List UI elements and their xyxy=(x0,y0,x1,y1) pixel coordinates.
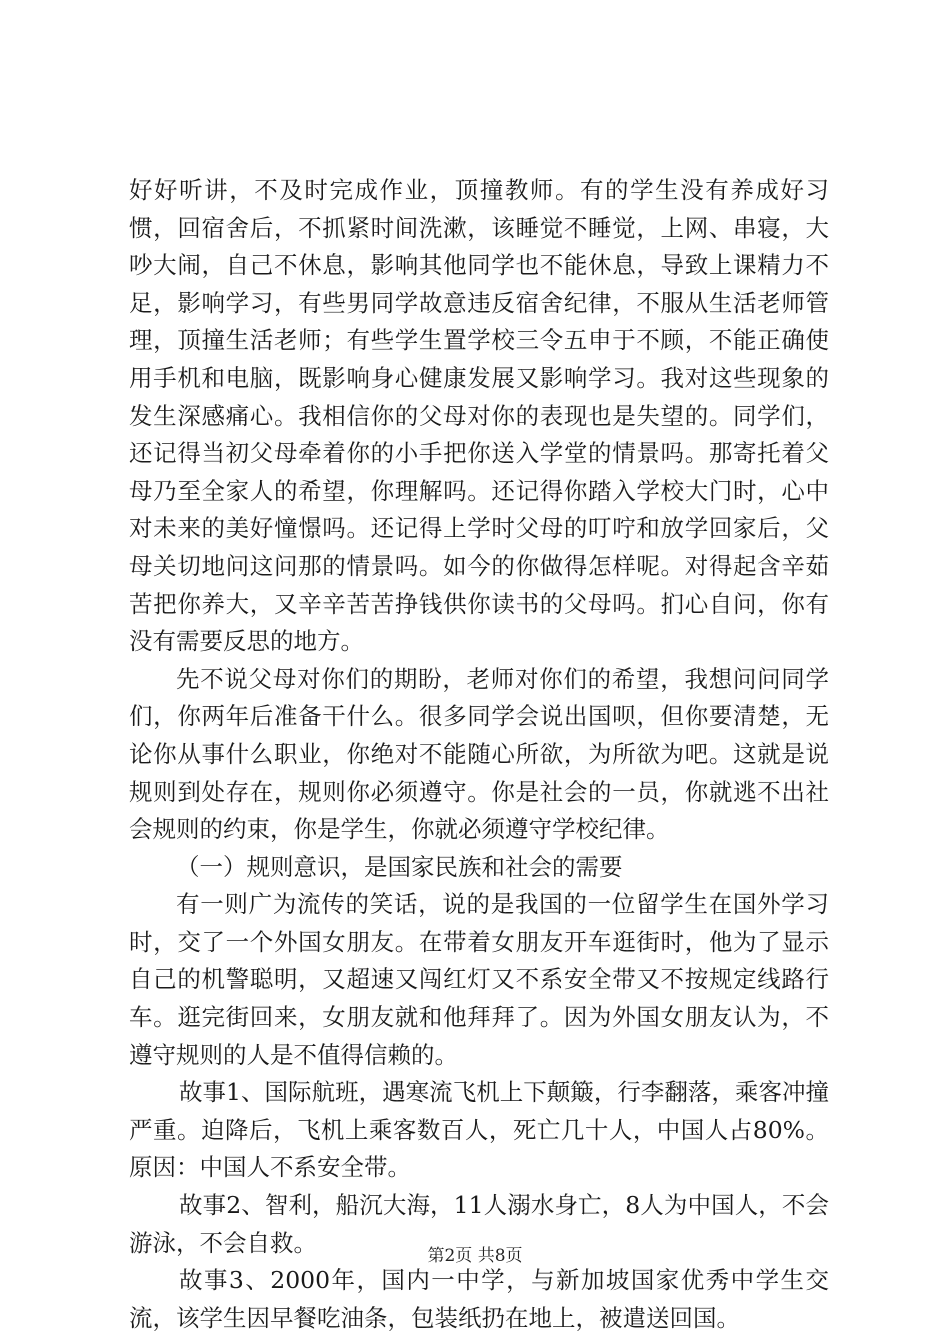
paragraph-story-2: 故事2、智利，船沉大海，11人溺水身亡，8人为中国人，不会游泳，不会自救。 xyxy=(129,1191,829,1257)
page-number-footer: 第2页 共8页 xyxy=(427,1246,523,1266)
paragraph-continued: 好好听讲，不及时完成作业，顶撞教师。有的学生没有养成好习惯，回宿舍后，不抓紧时间洗漱，该睡觉不睡觉，上网、串寝，大吵大闹，自己不休息，影响其他同学也不能休息，导致上课精力不足，影响学习，有些男同学故意违反宿舍纪律，不服从生活老师管理，顶撞生活老师；有些学生置学校三令五申于不顾，不能正确使用手机和电脑，既影响身心健康发展又影响学习。我对这些现象的发生深感痛心。我相信你的父母对你的表现也是失望的。同学们，还记得当初父母牵着你的小手把你送入学堂的情景吗。那寄托着父母乃至全家人的希望，你理解吗。还记得你踏入学校大门时，心中对未来的美好憧憬吗。还记得上学时父母的叮咛和放学回家后，父母关切地问这问那的情景吗。如今的你做得怎样呢。对得起含辛茹苦把你养大，又辛辛苦苦挣钱供你读书的父母吗。扪心自问，你有没有需要反思的地方。 xyxy=(129,176,829,656)
document-body xyxy=(129,172,829,1337)
paragraph-story-1: 故事1、国际航班，遇寒流飞机上下颠簸，行李翻落，乘客冲撞严重。迫降后，飞机上乘客数百人，死亡几十人，中国人占80%。原因：中国人不系安全带。 xyxy=(129,1078,829,1182)
section-heading: （一）规则意识，是国家民族和社会的需要 xyxy=(176,852,623,881)
paragraph: 先不说父母对你们的期盼，老师对你们的希望，我想问问同学们，你两年后准备干什么。很多同学会说出国呗，但你要清楚，无论你从事什么职业，你绝对不能随心所欲，为所欲为吧。这就是说规则到处存在，规则你必须遵守。你是社会的一员，你就逃不出社会规则的约束，你是学生，你就必须遵守学校纪律。 xyxy=(129,664,829,844)
paragraph-story-3: 故事3、2000年，国内一中学，与新加坡国家优秀中学生交流，该学生因早餐吃油条，包装纸扔在地上，被遣送回国。 xyxy=(129,1266,829,1332)
paragraph: 有一则广为流传的笑话，说的是我国的一位留学生在国外学习时，交了一个外国女朋友。在带着女朋友开车逛街时，他为了显示自己的机警聪明，又超速又闯红灯又不系安全带又不按规定线路行车。逛完街回来，女朋友就和他拜拜了。因为外国女朋友认为，不遵守规则的人是不值得信赖的。 xyxy=(129,890,829,1069)
